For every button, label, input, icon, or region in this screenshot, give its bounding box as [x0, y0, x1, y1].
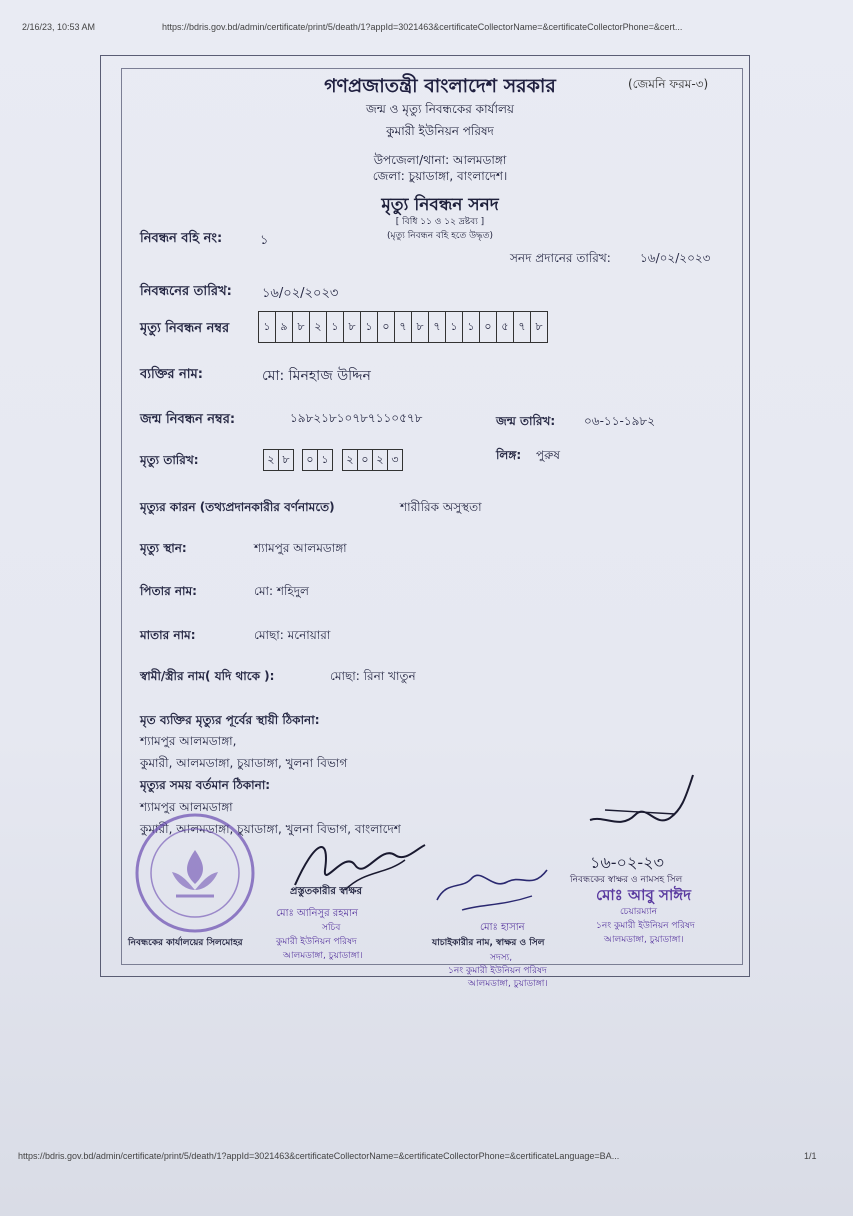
book-no-label: নিবন্ধন বহি নং:: [140, 231, 223, 246]
death-date-digit: ৩: [391, 452, 399, 466]
death-date-month-boxes: [302, 449, 333, 471]
death-registration-digit: ৭: [514, 312, 531, 342]
death-registration-digit: ৮: [412, 312, 429, 342]
death-registration-digit: ১: [361, 312, 378, 342]
page-count: 1/1: [804, 1151, 817, 1161]
death-date-digit: ২: [343, 450, 358, 470]
form-number: (জেমনি ফরম-৩): [628, 77, 709, 91]
spouse-label: স্বামী/স্ত্রীর নাম( যদি থাকে ):: [140, 669, 275, 683]
death-registration-digit: ৭: [429, 312, 446, 342]
member-signature-icon: [432, 860, 552, 920]
dob-value: ০৬-১১-১৯৮২: [584, 414, 656, 428]
secretary-place: আলমডাঙ্গা, চুয়াডাঙ্গা।: [283, 951, 363, 961]
preparer-signature-label: প্রস্তুতকারীর স্বাক্ষর: [290, 886, 362, 897]
death-place-label: মৃত্যু স্থান:: [140, 541, 187, 555]
seal-label: নিবন্ধকের কার্যালয়ের সিলমোহর: [128, 938, 243, 948]
death-date-digit: ২: [264, 450, 279, 470]
issue-date-label: সনদ প্রদানের তারিখ:: [510, 251, 611, 265]
death-registration-digit: ১: [446, 312, 463, 342]
secretary-title: সচিব: [322, 923, 341, 933]
chairman-name: মোঃ আবু সাঈদ: [596, 886, 691, 904]
member-name: মোঃ হাসান: [480, 922, 525, 933]
death-registration-digit: ১: [259, 312, 276, 342]
sex-label: লিঙ্গ:: [496, 448, 522, 462]
secretary-name: মোঃ আনিসুর রহমান: [276, 908, 358, 919]
father-label: পিতার নাম:: [140, 584, 197, 598]
chairman-signature-icon: [585, 770, 705, 840]
birth-registration-label: জন্ম নিবন্ধন নম্বর:: [140, 412, 236, 427]
chairman-union: ১নং কুমারী ইউনিয়ন পরিষদ: [596, 921, 695, 931]
cause-label: মৃত্যুর কারন (তথ্যপ্রদানকারীর বর্ণনামতে): [140, 500, 335, 514]
present-address-line2: কুমারী, আলমডাঙ্গা, চুয়াডাঙ্গা, খুলনা বিভাগ, বাংলাদেশ: [140, 822, 401, 836]
permanent-address-label: মৃত ব্যক্তির মৃত্যুর পূর্বের স্থায়ী ঠিকানা:: [140, 713, 320, 727]
death-registration-digit: ৭: [395, 312, 412, 342]
death-registration-digit: ১: [463, 312, 480, 342]
death-registration-digit: ৫: [497, 312, 514, 342]
death-place-value: শ্যামপুর আলমডাঙ্গা: [254, 541, 347, 555]
issue-date-value: ১৬/০২/২০২৩: [640, 251, 711, 265]
death-date-digit: ০: [358, 450, 373, 470]
death-registration-number-boxes: [258, 311, 548, 343]
death-date-digit: ৮: [282, 452, 290, 466]
permanent-address-line1: শ্যামপুর আলমডাঙ্গা,: [140, 734, 237, 748]
name-label: ব্যক্তির নাম:: [140, 367, 203, 382]
death-registration-digit: ০: [378, 312, 395, 342]
death-registration-digit: ০: [480, 312, 497, 342]
extract-note: (মৃত্যু নিবন্ধন বহি হতে উদ্ধৃত): [386, 231, 494, 241]
death-date-digit: ২: [373, 450, 388, 470]
union-name: কুমারী ইউনিয়ন পরিষদ: [386, 124, 494, 138]
upazila-line: উপজেলা/থানা: আলমডাঙ্গা: [373, 153, 507, 167]
member-union: ১নং কুমারী ইউনিয়ন পরিষদ: [448, 966, 547, 976]
death-registration-digit: ১: [327, 312, 344, 342]
district-line: জেলা: চুয়াডাঙ্গা, বাংলাদেশ।: [372, 169, 508, 183]
secretary-union: কুমারী ইউনিয়ন পরিষদ: [276, 937, 357, 947]
death-date-digit: ১: [321, 452, 329, 466]
death-date-year-boxes: [342, 449, 403, 471]
death-date-day-boxes: [263, 449, 294, 471]
registration-date-label: নিবন্ধনের তারিখ:: [140, 284, 232, 299]
rule-reference: [ বিধি ১১ ও ১২ দ্রষ্টব্য ]: [395, 217, 485, 227]
print-timestamp: 2/16/23, 10:53 AM: [22, 22, 96, 32]
signature-date: ১৬-০২-২৩: [590, 853, 664, 872]
verifier-label: যাচাইকারীর নাম, স্বাক্ষর ও সিল: [432, 938, 545, 948]
certificate-title: মৃত্যু নিবন্ধন সনদ: [381, 195, 499, 215]
death-registration-number-label: মৃত্যু নিবন্ধন নম্বর: [140, 321, 230, 336]
name-value: মো: মিনহাজ উদ্দিন: [262, 368, 371, 384]
death-registration-digit: ৯: [276, 312, 293, 342]
death-registration-digit: ৮: [344, 312, 361, 342]
spouse-value: মোছা: রিনা খাতুন: [330, 669, 416, 683]
dob-label: জন্ম তারিখ:: [496, 414, 556, 428]
sex-value: পুরুষ: [536, 448, 560, 462]
book-no-value: ১: [260, 233, 269, 248]
mother-value: মোছা: মনোয়ারা: [254, 628, 331, 642]
union-seal-stamp-icon: [132, 810, 258, 936]
mother-label: মাতার নাম:: [140, 628, 196, 642]
death-registration-digit: ৮: [535, 319, 543, 333]
cause-value: শারীরিক অসুস্থতা: [400, 500, 482, 514]
office-name: জন্ম ও মৃত্যু নিবন্ধকের কার্যালয়: [366, 102, 514, 116]
registration-date-value: ১৬/০২/২০২৩: [262, 286, 339, 301]
present-address-label: মৃত্যুর সময় বর্তমান ঠিকানা:: [140, 778, 271, 792]
registrar-signature-label: নিবন্ধকের স্বাক্ষর ও নামসহ সিল: [570, 875, 683, 885]
death-date-digit: ০: [303, 450, 318, 470]
member-title: সদস্য,: [490, 953, 513, 963]
government-heading: গণপ্রজাতন্ত্রী বাংলাদেশ সরকার: [324, 75, 556, 97]
present-address-line1: শ্যামপুর আলমডাঙ্গা: [140, 800, 233, 814]
father-value: মো: শহিদুল: [254, 584, 309, 598]
chairman-title: চেয়ারম্যান: [620, 907, 657, 917]
print-url-footer: https://bdris.gov.bd/admin/certificate/print/5/death/1?appId=3021463&certificateCollectorName=&certificateCollectorPhone=&certificateLanguage=BA...: [18, 1151, 620, 1161]
death-date-label: মৃত্যু তারিখ:: [140, 453, 199, 467]
chairman-place: আলমডাঙ্গা, চুয়াডাঙ্গা।: [604, 935, 684, 945]
member-place: আলমডাঙ্গা, চুয়াডাঙ্গা।: [468, 979, 548, 989]
death-registration-digit: ২: [310, 312, 327, 342]
birth-registration-value: ১৯৮২১৮১০৭৮৭১১০৫৭৮: [290, 411, 423, 425]
permanent-address-line2: কুমারী, আলমডাঙ্গা, চুয়াডাঙ্গা, খুলনা বিভাগ: [140, 756, 348, 770]
print-url-header: https://bdris.gov.bd/admin/certificate/print/5/death/1?appId=3021463&certificateCollectorName=&certificateCollectorPhone=&cert...: [162, 22, 683, 32]
death-registration-digit: ৮: [293, 312, 310, 342]
